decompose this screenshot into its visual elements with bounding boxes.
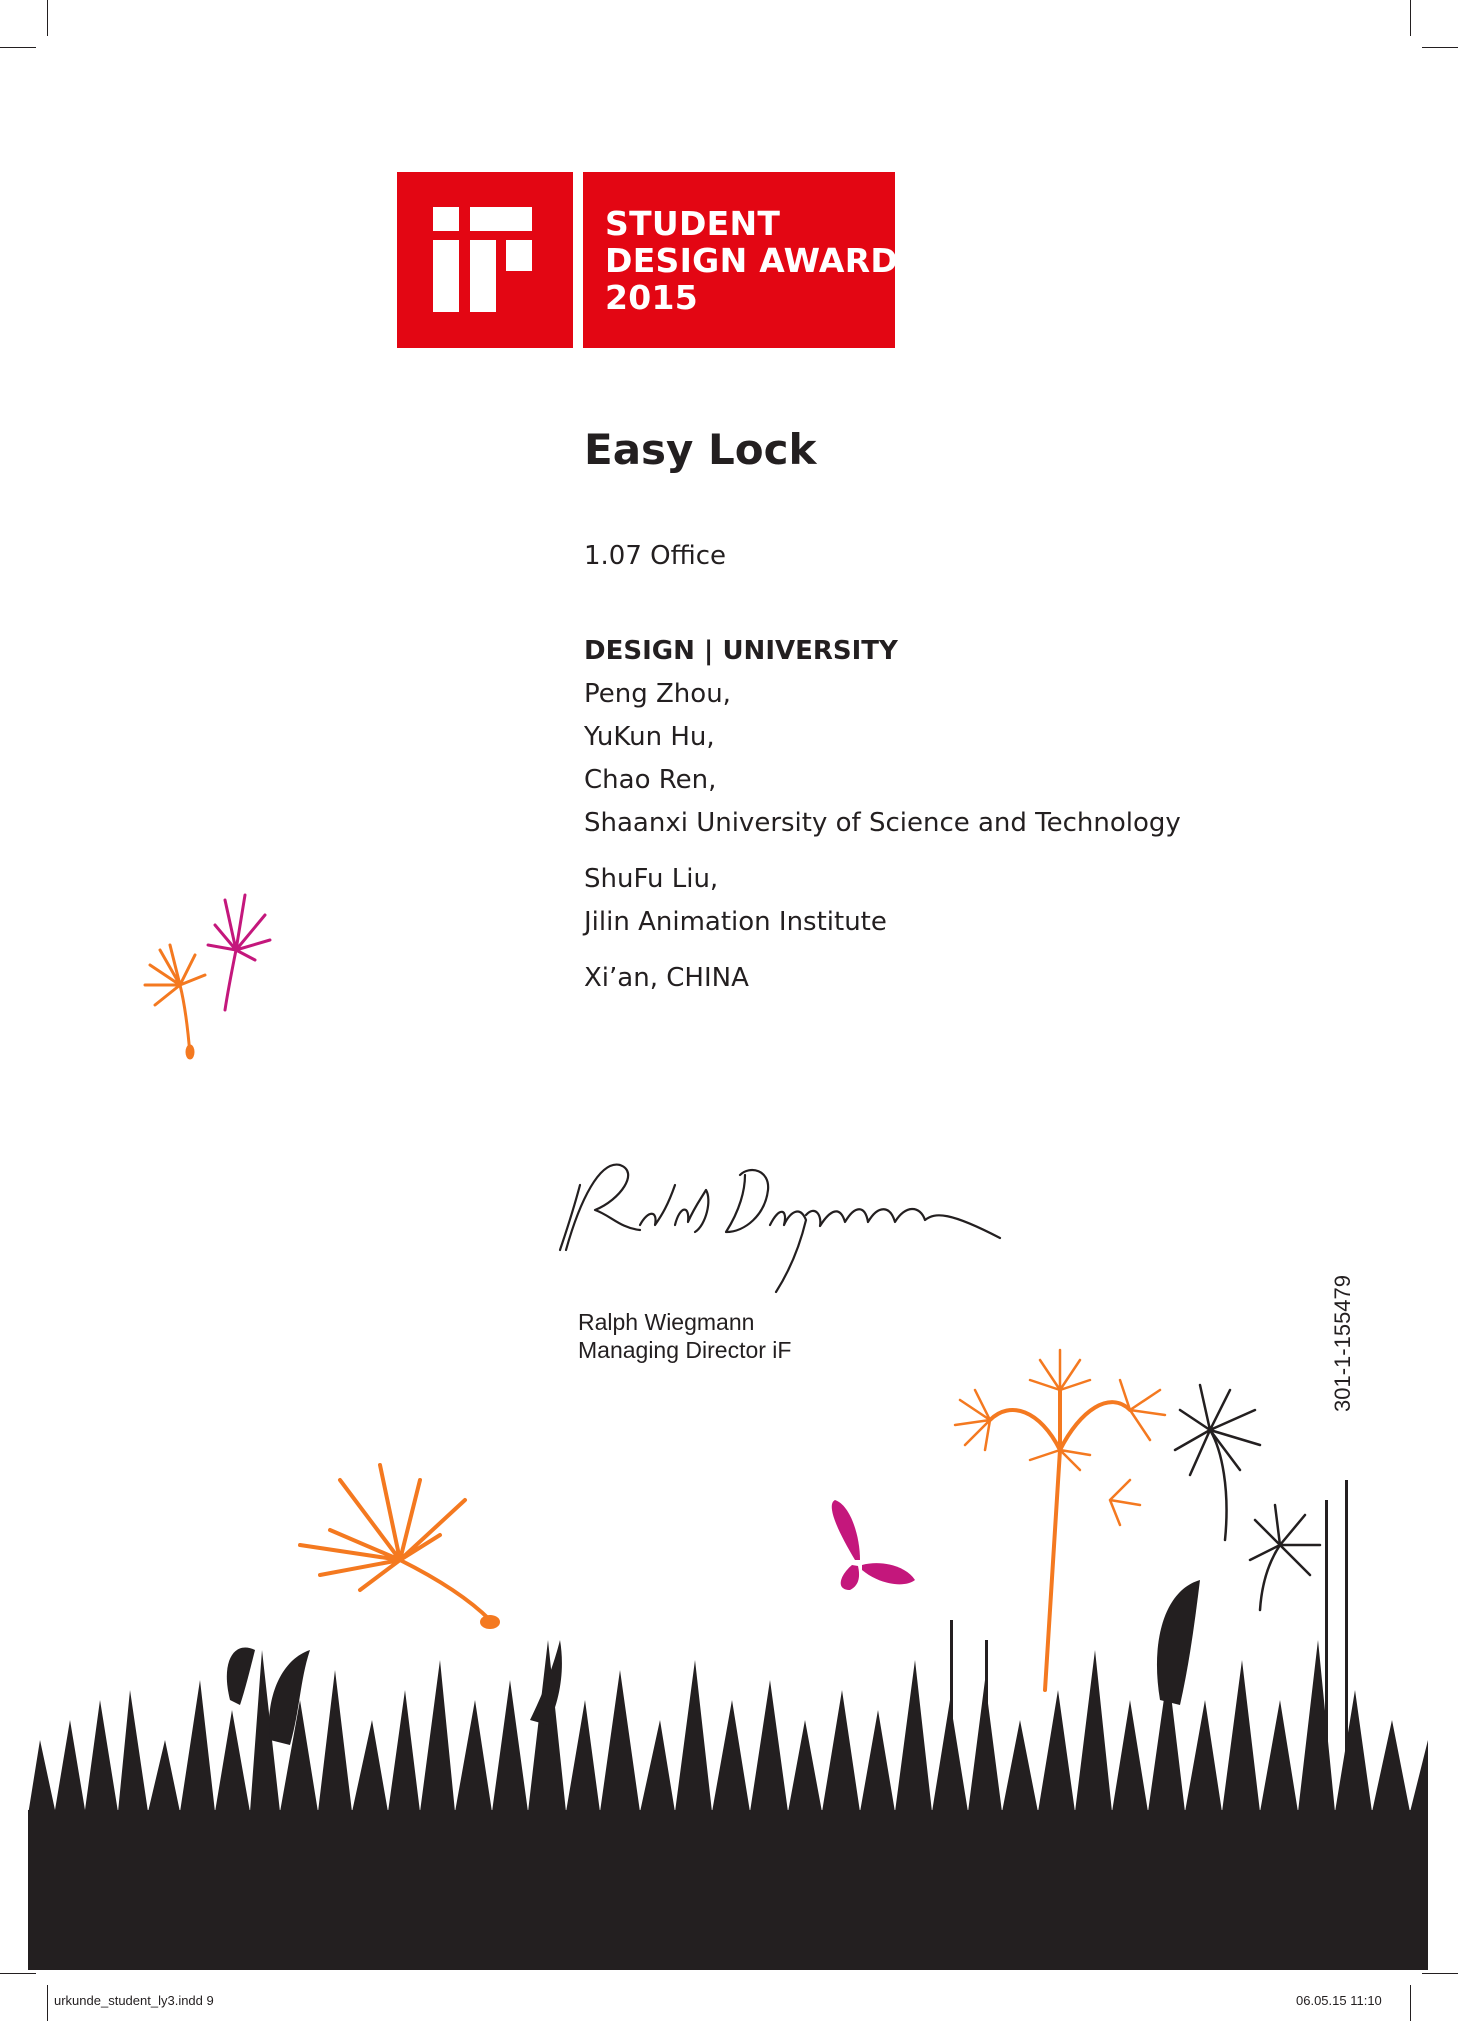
logo-wordmark — [605, 205, 898, 316]
serial-number: 301-1-155479 — [1330, 1274, 1355, 1412]
credit-location: Xi’an, CHINA — [584, 963, 749, 993]
flying-seed-orange-icon — [300, 1465, 498, 1627]
crop-mark — [1410, 1985, 1411, 2021]
logo-line-2: DESIGN AWARD — [605, 241, 899, 280]
logo-mark-box — [397, 172, 573, 348]
entry-title: Easy Lock — [584, 425, 817, 474]
crop-mark — [1422, 47, 1458, 48]
logo-line-1: STUDENT — [605, 204, 781, 243]
crop-mark — [0, 47, 36, 48]
credits-heading: DESIGN | UNIVERSITY — [584, 636, 898, 666]
credit-line: Shaanxi University of Science and Technology — [584, 808, 1181, 838]
crop-mark — [47, 0, 48, 36]
print-file-label: urkunde_student_ly3.indd 9 — [54, 1993, 214, 2008]
floating-seed-magenta-icon — [208, 895, 270, 1010]
butterfly-icon — [832, 1500, 915, 1590]
crop-mark — [1422, 1973, 1458, 1974]
entry-category: 1.07 Office — [584, 541, 727, 571]
credit-line: YuKun Hu, — [584, 722, 715, 752]
grass-silhouette — [28, 1480, 1428, 1970]
floating-seed-orange-icon — [145, 945, 205, 1058]
dandelion-black-icon — [1175, 1385, 1320, 1610]
dandelion-orange-icon — [955, 1350, 1165, 1690]
credit-line: Peng Zhou, — [584, 679, 731, 709]
crop-mark — [1410, 0, 1411, 36]
crop-mark — [47, 1985, 48, 2021]
signatory-name: Ralph Wiegmann — [578, 1309, 755, 1335]
print-timestamp: 06.05.15 11:10 — [1296, 1993, 1382, 2008]
credits-block — [584, 630, 1181, 1000]
signatory — [578, 1308, 791, 1364]
credit-line: ShuFu Liu, — [584, 864, 719, 894]
credit-line: Jilin Animation Institute — [584, 907, 887, 937]
logo-line-3: 2015 — [605, 278, 699, 317]
crop-mark — [0, 1973, 36, 1974]
signatory-role: Managing Director iF — [578, 1337, 792, 1363]
credit-line: Chao Ren, — [584, 765, 717, 795]
